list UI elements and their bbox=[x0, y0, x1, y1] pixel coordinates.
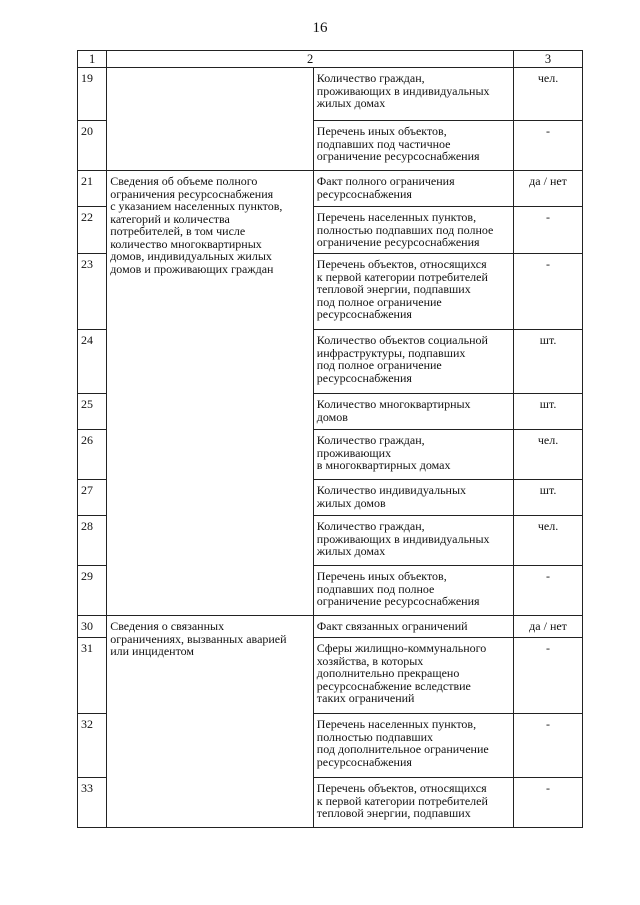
parameter-text: Факт полного ограничения ресурсоснабжения bbox=[316, 174, 455, 201]
parameter-text: Перечень объектов, относящихся к первой категории потребителей тепловой энергии, подпавших bbox=[316, 781, 488, 820]
header-col-3: 3 bbox=[514, 51, 583, 68]
table-row bbox=[78, 171, 583, 207]
unit-text: - bbox=[546, 124, 551, 138]
row-number: 27 bbox=[78, 480, 107, 516]
parameter-text: Перечень населенных пунктов, полностью подпавших под дополнительное ограничение ресурсоснабжения bbox=[316, 717, 489, 769]
parameter-cell bbox=[313, 566, 513, 616]
unit-cell bbox=[514, 778, 583, 828]
unit-text: - bbox=[546, 210, 551, 224]
parameter-cell bbox=[313, 171, 513, 207]
page-number: 16 bbox=[312, 20, 328, 36]
unit-cell bbox=[514, 638, 583, 714]
unit-cell bbox=[514, 171, 583, 207]
parameter-text: Количество граждан, проживающих в индивидуальных жилых домах bbox=[316, 71, 490, 110]
unit-cell bbox=[514, 516, 583, 566]
requirements-table bbox=[77, 50, 583, 828]
section-text: Сведения об объеме полного ограничения ресурсоснабжения с указанием населенных пунктов, категорий и количества потребителей, в том числе количество многоквартирных домов, индивидуальных жилых домов и проживающих граждан bbox=[110, 174, 283, 276]
unit-cell bbox=[514, 394, 583, 430]
unit-text: шт. bbox=[539, 333, 557, 347]
unit-cell bbox=[514, 480, 583, 516]
section-cell-related-restrictions bbox=[107, 616, 314, 828]
table-row bbox=[78, 68, 583, 121]
parameter-text: Количество индивидуальных жилых домов bbox=[316, 483, 467, 510]
row-number: 33 bbox=[78, 778, 107, 828]
parameter-cell bbox=[313, 430, 513, 480]
table-row bbox=[78, 616, 583, 638]
unit-text: - bbox=[546, 641, 551, 655]
parameter-cell bbox=[313, 480, 513, 516]
row-number: 31 bbox=[78, 638, 107, 714]
parameter-cell bbox=[313, 68, 513, 121]
row-number: 21 bbox=[78, 171, 107, 207]
row-number: 24 bbox=[78, 330, 107, 394]
unit-text: чел. bbox=[537, 519, 559, 533]
parameter-cell bbox=[313, 638, 513, 714]
row-number: 22 bbox=[78, 207, 107, 254]
parameter-cell bbox=[313, 714, 513, 778]
unit-cell bbox=[514, 616, 583, 638]
parameter-text: Перечень иных объектов, подпавших под частичное ограничение ресурсоснабжения bbox=[316, 124, 480, 163]
row-number: 32 bbox=[78, 714, 107, 778]
row-number: 28 bbox=[78, 516, 107, 566]
row-number: 29 bbox=[78, 566, 107, 616]
row-number: 25 bbox=[78, 394, 107, 430]
section-text: Сведения о связанных ограничениях, вызванных аварией или инцидентом bbox=[110, 619, 287, 658]
unit-cell bbox=[514, 68, 583, 121]
parameter-cell bbox=[313, 778, 513, 828]
header-col-2: 2 bbox=[107, 51, 514, 68]
row-number: 23 bbox=[78, 254, 107, 330]
unit-cell bbox=[514, 330, 583, 394]
parameter-text: Сферы жилищно-коммунального хозяйства, в которых дополнительно прекращено ресурсоснабжение вследствие таких ограничений bbox=[316, 641, 487, 705]
unit-text: да / нет bbox=[529, 619, 567, 633]
parameter-text: Количество многоквартирных домов bbox=[316, 397, 471, 424]
parameter-cell bbox=[313, 254, 513, 330]
parameter-text: Количество объектов социальной инфраструктуры, подпавших под полное ограничение ресурсоснабжения bbox=[316, 333, 488, 385]
unit-cell bbox=[514, 254, 583, 330]
parameter-cell bbox=[313, 616, 513, 638]
row-number: 30 bbox=[78, 616, 107, 638]
unit-cell bbox=[514, 714, 583, 778]
parameter-text: Перечень иных объектов, подпавших под полное ограничение ресурсоснабжения bbox=[316, 569, 480, 608]
parameter-text: Перечень населенных пунктов, полностью подпавших под полное ограничение ресурсоснабжения bbox=[316, 210, 494, 249]
unit-text: - bbox=[546, 257, 551, 271]
parameter-cell bbox=[313, 121, 513, 171]
table-header-row bbox=[78, 51, 583, 68]
parameter-cell bbox=[313, 330, 513, 394]
section-cell-continued bbox=[107, 68, 314, 171]
parameter-text: Перечень объектов, относящихся к первой категории потребителей тепловой энергии, подпавших под полное ограничение ресурсоснабжения bbox=[316, 257, 488, 321]
parameter-cell bbox=[313, 516, 513, 566]
unit-text: чел. bbox=[537, 71, 559, 85]
unit-cell bbox=[514, 207, 583, 254]
unit-cell bbox=[514, 430, 583, 480]
row-number: 19 bbox=[78, 68, 107, 121]
parameter-cell bbox=[313, 207, 513, 254]
row-number: 26 bbox=[78, 430, 107, 480]
unit-text: шт. bbox=[539, 397, 557, 411]
parameter-text: Факт связанных ограничений bbox=[316, 619, 468, 633]
parameter-cell bbox=[313, 394, 513, 430]
unit-text: да / нет bbox=[529, 174, 567, 188]
unit-cell bbox=[514, 121, 583, 171]
row-number: 20 bbox=[78, 121, 107, 171]
parameter-text: Количество граждан, проживающих в индивидуальных жилых домах bbox=[316, 519, 490, 558]
unit-text: - bbox=[546, 569, 551, 583]
unit-text: - bbox=[546, 717, 551, 731]
parameter-text: Количество граждан, проживающих в многоквартирных домах bbox=[316, 433, 451, 472]
unit-cell bbox=[514, 566, 583, 616]
unit-text: шт. bbox=[539, 483, 557, 497]
header-col-1: 1 bbox=[78, 51, 107, 68]
unit-text: - bbox=[546, 781, 551, 795]
section-cell-full-restriction bbox=[107, 171, 314, 616]
unit-text: чел. bbox=[537, 433, 559, 447]
